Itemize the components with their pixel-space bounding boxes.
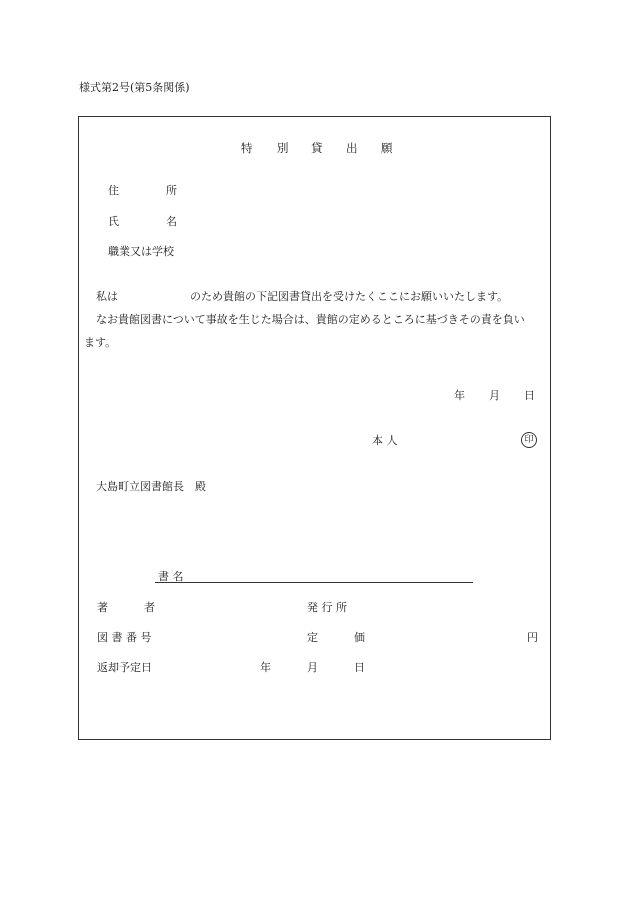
form-number: 様式第2号(第5条関係) (79, 81, 190, 94)
name-label: 氏 (108, 215, 119, 228)
return-date-label: 返却予定日 (97, 661, 152, 674)
body-line1-rest: のため貴館の下記図書貸出を受けたくここにお願いいたします。 (190, 290, 509, 303)
form-title-char: 貸 (311, 141, 323, 155)
price-label: 定 (307, 631, 318, 644)
book-title-label: 書 名 (158, 570, 184, 583)
date-year: 年 (454, 389, 465, 402)
addressee: 大島町立図書館長 殿 (96, 480, 206, 493)
body-line1-start: 私は (96, 290, 118, 303)
author-label: 者 (144, 601, 155, 614)
name-label: 名 (166, 215, 177, 228)
address-label: 所 (166, 184, 177, 197)
body-line3: ます。 (84, 336, 117, 349)
occupation-label: 職業又は学校 (108, 245, 174, 258)
return-day: 日 (354, 661, 365, 674)
date-day: 日 (524, 389, 535, 402)
publisher-label: 発 行 所 (307, 601, 347, 614)
form-title-char: 願 (381, 141, 393, 155)
book-title-line (155, 582, 473, 583)
applicant-label: 本 人 (372, 434, 398, 447)
date-month: 月 (489, 389, 500, 402)
form-title-char: 出 (346, 141, 358, 155)
price-unit: 円 (527, 631, 538, 644)
address-label: 住 (108, 184, 119, 197)
body-line2: なお貴館図書について事故を生じた場合は、貴館の定めるところに基づきその責を負い (96, 313, 525, 326)
return-month: 月 (307, 661, 318, 674)
form-title-char: 特 (241, 141, 253, 155)
seal-mark: 印 (521, 432, 537, 448)
book-number-label: 図 書 番 号 (97, 631, 152, 644)
form-title-char: 別 (277, 141, 289, 155)
author-label: 著 (97, 601, 108, 614)
price-label: 価 (354, 631, 365, 644)
return-year: 年 (260, 661, 271, 674)
form-frame (78, 116, 551, 740)
